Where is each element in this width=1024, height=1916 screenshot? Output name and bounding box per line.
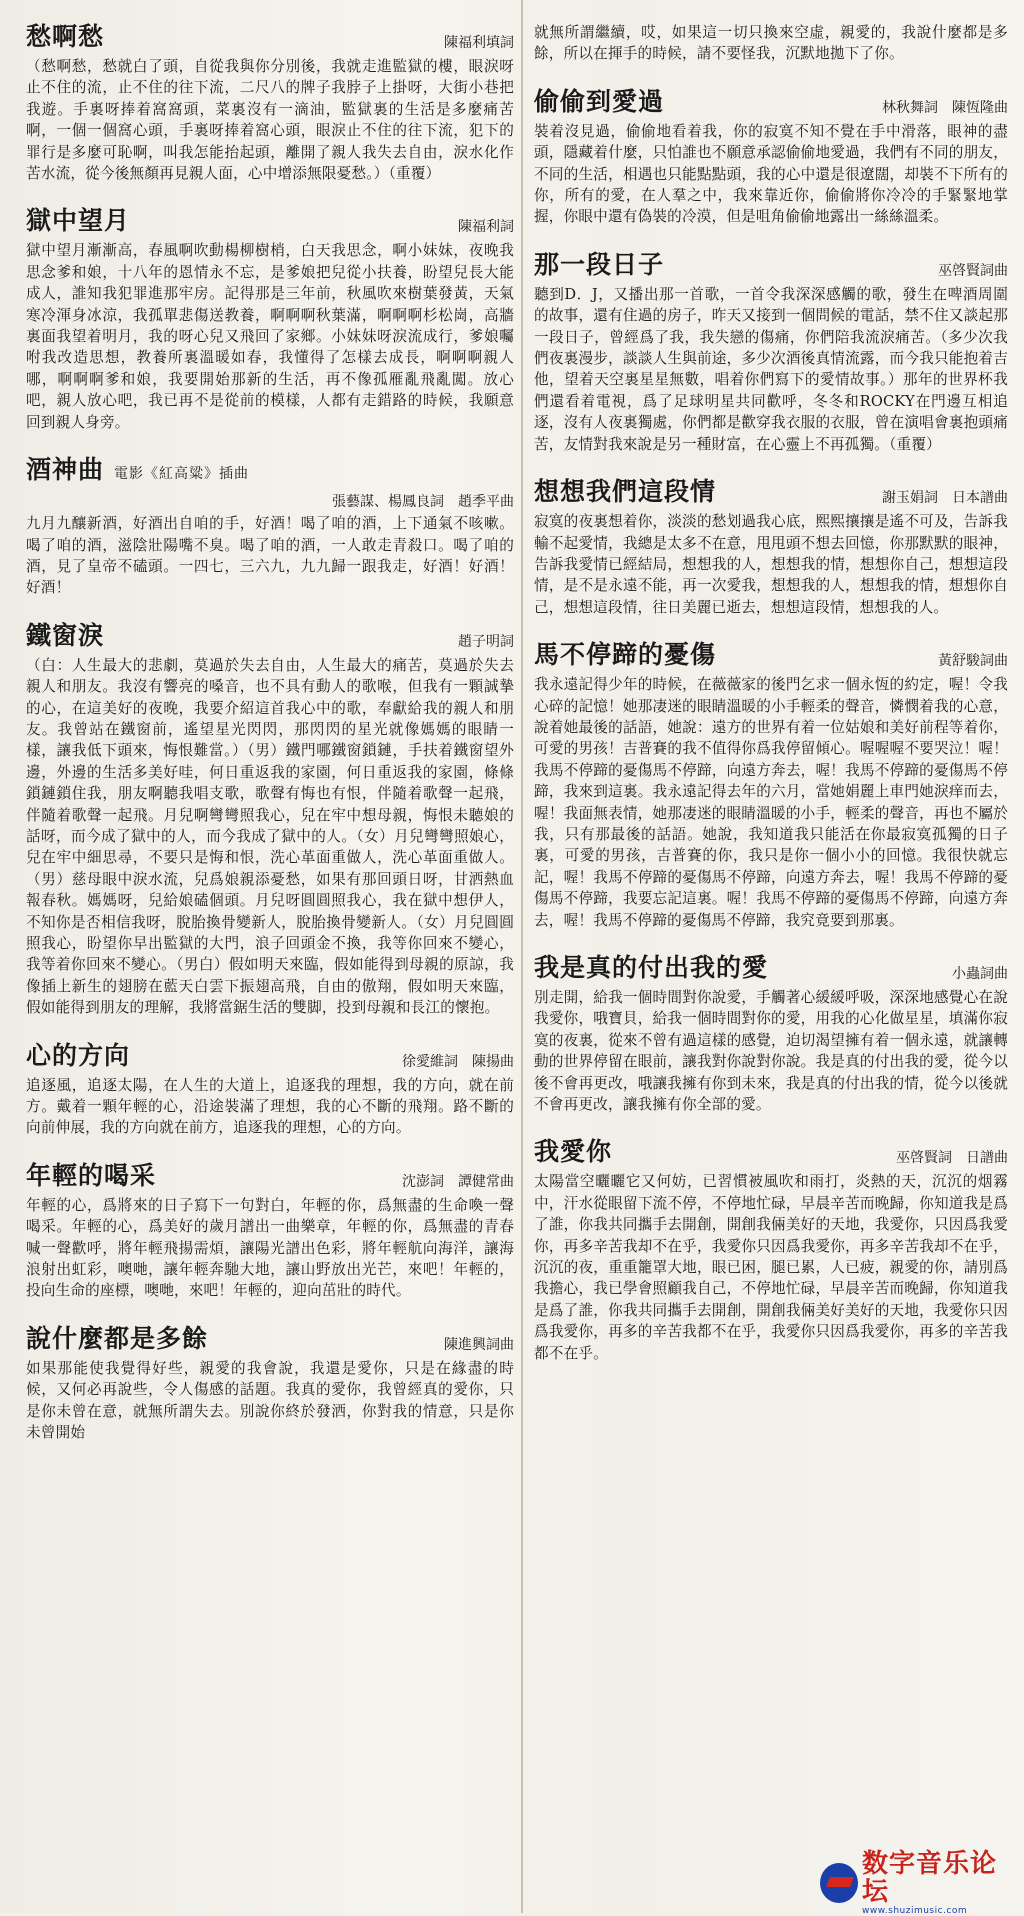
song-credit: 張藝謀、楊鳳良詞 趙季平曲 — [332, 494, 514, 511]
song-title: 那一段日子 — [534, 249, 665, 279]
song-credit: 陳進興詞曲 — [444, 1336, 514, 1353]
song-lyrics: 別走開，給我一個時間對你說愛，手觸著心緩緩呼吸，深深地感覺心在說我愛你，哦寶貝，給我一個時間對你的愛，用我的心化做星星，填滿你寂寞的夜裏，從來不曾有過這樣的感覺，迫切渴望擁有着一個永遠，就讓轉動的世界停留在眼前，讓我對你說對你說。我是真的付出我的愛，從今以後不會再更改，哦讓我擁有你到未來，我是真的付出我的情，從今以後就不會再更改，讓我擁有你全部的愛。 — [534, 989, 1008, 1114]
song-title: 馬不停蹄的憂傷 — [534, 640, 717, 670]
song-credit: 謝玉娟詞 日本譜曲 — [882, 490, 1008, 507]
song-lyrics: 就無所謂繼續，哎，如果這一切只換來空虛，親愛的，我說什麼都是多餘，所以在揮手的時候，請不要怪我，沉默地拋下了你。 — [534, 24, 1008, 63]
song-lyrics: 太陽當空曬曬它又何妨，已習慣被風吹和雨打，炎熱的天，沉沉的烟霧中，汗水從眼留下流不停，不停地忙碌，早晨辛苦而晚歸，你知道我是爲了誰，你我共同攜手去開創，開創我倆美好的天地，我愛你，只因爲我愛你，再多辛苦我却不在乎，我愛你只因爲我愛你，再多辛苦我却不在乎，沉沉的夜，重重籠罩大地，眼已困，腿已累，人已疲，親愛的你，請別爲我擔心，我已學會照顧我自己，不停地忙碌，早晨辛苦而晚歸，你知道我是爲了誰，你我共同攜手去開創，開創我倆美好美好的天地，我愛你只因爲我愛你，再多的辛苦我都不在乎，我愛你只因爲我愛你，再多的辛苦我都不在乎。 — [534, 1173, 1008, 1362]
song-lyrics: 我永遠記得少年的時候，在薇薇家的後門乞求一個永恆的約定，喔！令我心碎的記憶！她那凄迷的眼睛溫暖的小手輕柔的聲音，憐憫着我的心意，說着她最後的話語，她說：遠方的世界有着一位姑娘和美好前程等着你，可愛的男孩！吉普賽的我不值得你爲我停留傾心。喔喔喔不要哭泣！喔！我馬不停蹄的憂傷馬不停蹄，向遠方奔去，喔！我馬不停蹄的憂傷馬不停蹄，我來到這裏。我永遠記得去年的六月，當她娟麗上車門她淚痒而去，喔！我面無表情，她那凄迷的眼睛溫暖的小手，輕柔的聲音，再也不屬於我，只有那最後的話語。她說，我知道我只能活在你最寂寞孤獨的日子裏，可愛的男孩，吉普賽的你，我只是你一個小小的回憶。我很快就忘記，喔！我馬不停蹄的憂傷馬不停蹄，向遠方奔去，喔！我馬不停蹄的憂傷馬不停蹄，我要忘記這裏。喔！我馬不停蹄的憂傷馬不停蹄，向遠方奔去，喔！我馬不停蹄的憂傷馬不停蹄，我究竟要到那裏。 — [534, 676, 1008, 929]
song-xin-de-fang-xiang — [26, 1041, 514, 1139]
logo-url: www.shuzimusic.com — [862, 1906, 968, 1916]
song-ma-bu-ting-ti — [534, 640, 1008, 931]
song-tou-tou-di-ai-guo — [534, 87, 1008, 228]
song-lyrics: 獄中望月漸漸高，春風啊吹動楊柳樹梢，白天我思念，啊小妹妹，夜晚我思念爹和娘，十八年的恩情永不忘，是爹娘把兒從小扶養，盼望兒長大能成人，誰知我犯罪進那牢房。記得那是三年前，秋風吹來樹葉發黃，天氣寒冷渾身冰涼，我孤單悲傷送教養，啊啊啊秋葉滿，啊啊啊杉松崗，高牆裏面我望着明月，我的呀心兒又飛回了家鄉。小妹妹呀淚流成行，爹娘囑咐我改造思想，教養所裏溫暖如春，我懂得了怎樣去成長，啊啊啊親人哪，啊啊啊爹和娘，我要開始那新的生活，再不像孤雁亂飛亂闖。放心吧，親人放心吧，我已再不是從前的模樣，人都有走錯路的時候，我願意回到親人身旁。 — [26, 242, 514, 431]
song-title: 心的方向 — [26, 1040, 131, 1070]
song-wo-ai-ni — [534, 1137, 1008, 1364]
song-title: 想想我們這段情 — [534, 477, 717, 507]
song-lyrics: （愁啊愁，愁就白了頭，自從我與你分別後，我就走進監獄的樓，眼淚呀止不住的流，止不住的往下流，二尺八的牌子我脖子上掛呀，大街小巷把我遊。手裏呀捧着窩窩頭，菜裏沒有一滴油，監獄裏的生活是多麼痛苦啊，一個一個窩心頭，手裏呀捧着窩心頭，眼淚止不住的往下流，犯下的罪行是多麼可恥啊，叫我怎能抬起頭，離開了親人我失去自由，淚水化作苦水流，從今後無顏再見親人面，心中增添無限憂愁。）（重覆） — [26, 58, 514, 183]
song-credit: 徐愛維詞 陳揚曲 — [402, 1053, 514, 1070]
song-xiang-xiang-wo-men — [534, 477, 1008, 618]
logo-mark-icon — [820, 1863, 858, 1903]
song-credit: 沈澎詞 譚健常曲 — [402, 1173, 514, 1190]
column-divider — [521, 0, 523, 1913]
song-credit: 小蟲詞曲 — [952, 966, 1008, 982]
song-credit: 巫啓賢詞 日譜曲 — [896, 1150, 1008, 1167]
song-lyrics: 追逐風，追逐太陽，在人生的大道上，追逐我的理想，我的方向，就在前方。戴着一顆年輕的心，沿途裝滿了理想，我的心不斷的飛翔。路不斷的向前伸展，我的方向就在前方，追逐我的理想，心的方向。 — [26, 1076, 514, 1137]
song-title: 偷偷到愛過 — [534, 86, 665, 116]
song-lyrics: 寂寞的夜裏想着你，淡淡的愁划過我心底，熙熙攘攘是遙不可及，告訴我輸不起愛情，我總是太多不在意，甩甩頭不想去回憶，你那默默的眼神，告訴我愛情已經結局，想想我的人，想想我的情，想想你自己，想想這段情，是不是永遠不能，再一次愛我，想想我的人，想想我的情，想想你自己，想想這段情，往日美麗已逝去，想想這段情，想想我的人。 — [534, 513, 1008, 616]
song-shuo-shen-me-dou-shi-duo-yu — [26, 1324, 514, 1444]
song-yu-zhong-wang-yue — [26, 206, 514, 433]
song-title: 說什麼都是多餘 — [26, 1323, 209, 1353]
song-nian-qing-de-he-cai — [26, 1161, 514, 1302]
song-lyrics: （白：人生最大的悲劇，莫過於失去自由，人生最大的痛苦，莫過於失去親人和朋友。我沒有響亮的嗓音，也不具有動人的歌喉，但我有一顆誠摯的心，在這美好的夜晚，我要介紹這首我心中的歌，奉獻給我的親人和朋友。我曾站在鐵窗前，遙望星光閃閃，那閃閃的星光就像媽媽的眼睛一樣，讓我低下頭來，悔恨難當。）（男）鐵門哪鐵窗鎖鏈，手扶着鐵窗望外邊，外邊的生活多美好哇，何日重返我的家園，何日重返我的家園，條條鎖鏈鎖住我，朋友啊聽我唱支歌，歌聲有悔也有恨，伴隨着歌聲一起飛，伴隨着歌聲一起飛。月兒啊彎彎照我心，兒在牢中想母親，悔恨未聽娘的話呀，而今成了獄中的人，而今我成了獄中的人。（女）月兒彎彎照娘心，兒在牢中細思尋，不要只是悔和恨，洗心革面重做人，洗心革面重做人。（男）慈母眼中淚水流，兒爲娘親添憂愁，如果有那回頭日呀，甘洒熱血報春秋。媽媽呀，兒給娘磕個頭。月兒呀圓圓照我心，我在獄中想伊人，不知你是否相信我呀，脫胎換骨變新人，脫胎換骨變新人。（女）月兒圓圓照我心，盼望你早出監獄的大門，浪子回頭金不換，我等你回來不變心，我等着你回來不變心。（男白）假如明天來臨，假如能得到母親的原諒，我像插上新生的翅膀在藍天白雲下振翅高飛，自由的傲翔，假如明天來臨，假如能得到朋友的理解，我將當鋸生活的雙脚，投到母親和長江的懷抱。 — [26, 656, 514, 1017]
song-credit: 巫啓賢詞曲 — [938, 262, 1008, 279]
song-note: 電影《紅高粱》插曲 — [114, 466, 250, 483]
song-title: 我是真的付出我的愛 — [534, 953, 769, 982]
song-lyrics: 如果那能使我覺得好些，親愛的我會說，我還是愛你，只是在緣盡的時候，又何必再說些，令人傷感的話題。我真的愛你，我曾經真的愛你，只是你未曾在意，就無所謂失去。別說你終於發洒，你對我的情意，只是你未曾開始 — [26, 1359, 514, 1442]
forum-logo — [820, 1849, 1016, 1916]
right-column — [534, 22, 1008, 1386]
song-lyrics: 聽到D．J，又播出那一首歌，一首令我深深感觸的歌，發生在啤酒周圍的故事，還有住過的房子，昨天又接到一個問候的電話，禁不住又談起那一段日子，曾經爲了我，我失戀的傷痛，你們陪我流淚痛苦。（多少次我們夜裏漫步，談談人生與前途，多少次酒後真情流露，而今我只能抱着吉他，望着天空裏星星無數，唱着你們寫下的愛情故事。）那年的世界杯我們還看着電視，爲了足球明星共同歡呼，冬冬和ROCKY在門邊互相追逐，沒有人夜裏獨處，你們都是歡穿我衣服的衣服，曾在演唱會裏抱頭痛苦，友情對我來說是另一種財富，在心靈上不再孤獨。（重覆） — [534, 285, 1008, 453]
left-column — [26, 22, 514, 1466]
song-jiu-shen-qu — [26, 455, 514, 599]
song-chou-a-chou — [26, 22, 514, 184]
logo-name: 数字音乐论坛 — [862, 1849, 998, 1907]
song-na-yi-duan-ri-zi — [534, 250, 1008, 455]
song-credit: 陳福利填詞 — [444, 35, 514, 51]
song-title: 鐵窗淚 — [26, 620, 105, 650]
song-credit: 陳福利詞 — [458, 219, 514, 236]
song-title: 酒神曲 電影《紅高粱》插曲 — [26, 455, 250, 485]
song-tie-chuang-lei — [26, 621, 514, 1019]
song-credit: 林秋舞詞 陳恆隆曲 — [882, 99, 1008, 116]
song-continuation — [534, 22, 1008, 65]
song-credit: 趙子明詞 — [458, 633, 514, 650]
song-credit: 黃舒駿詞曲 — [938, 653, 1008, 670]
song-title: 獄中望月 — [26, 206, 131, 236]
song-wo-shi-zhen-de — [534, 953, 1008, 1115]
song-title: 我愛你 — [534, 1137, 613, 1167]
song-title: 年輕的喝采 — [26, 1160, 157, 1190]
song-lyrics: 年輕的心，爲將來的日子寫下一句對白，年輕的你，爲無盡的生命喚一聲喝采。年輕的心，爲美好的歲月譜出一曲樂章，年輕的你，爲無盡的青春喊一聲歡呼，將年輕飛揚需煩，讓陽光譜出色彩，將年輕航向海洋，讓海浪射出虹彩，噢哋，讓年輕奔馳大地，讓山野放出光芒，來吧！年輕的，投向生命的座標，噢哋，來吧！年輕的，迎向茁壯的時代。 — [26, 1196, 514, 1300]
song-title: 愁啊愁 — [26, 22, 105, 51]
song-lyrics: 裝着沒見過，偷偷地看着我，你的寂寞不知不覺在手中滑落，眼神的盡頭，隱藏着什麼，只怕誰也不願意承認偷偷地愛過，我們有不同的朋友，不同的生活，相遇也只能點點頭，我的心中還是很遼闊，却裝不下所有的你，所有的愛，在人羣之中，我來靠近你，偷偷將你冷冷的手緊緊地掌握，你眼中還有偽裝的冷漠，但是咀角偷偷地露出一絲絲溫柔。 — [534, 122, 1008, 226]
song-lyrics: 九月九釀新酒，好酒出自咱的手，好酒！喝了咱的酒，上下通氣不咳嗽。喝了咱的酒，滋陰壯陽嘴不臭。喝了咱的酒，一人敢走青殺口。喝了咱的酒，見了皇帝不磕頭。一四七，三六九，九九歸一跟我走，好酒！好酒！好酒！ — [26, 515, 514, 597]
